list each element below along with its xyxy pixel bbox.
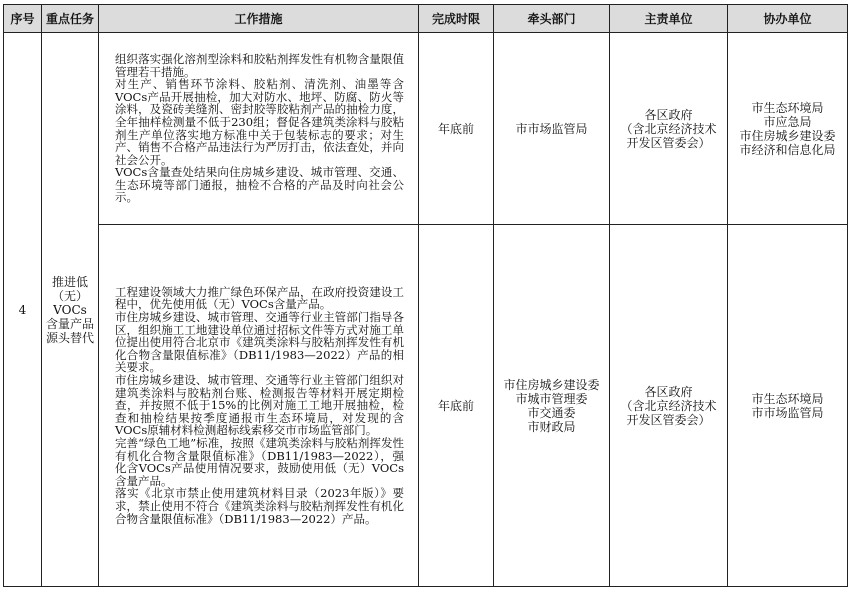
measures-cell <box>99 33 419 225</box>
assist-line: 市经济和信息化局 <box>739 142 836 157</box>
lead-line: 市城市管理委 <box>515 391 588 406</box>
task-line: 含量产品 <box>45 316 94 331</box>
main-line: 各区政府 <box>644 107 693 122</box>
lead-line: 市住房城乡建设委 <box>503 377 600 392</box>
lead-line: 市财政局 <box>527 419 576 434</box>
measure-text: 对生产、销售环节涂料、胶粘剂、清洗剂、油墨等含VOCs产品开展抽检，加大对防水、地坪、防腐、防火等涂料，及瓷砖美缝剂、密封胶等胶粘剂产品的抽检力度，全年抽样检测量不低于230组；督促各建筑类涂料与胶粘剂生产单位落实地方标准中关于包装标志的要求；对生产、销售不合格产品违法行为严厉打击，依法查处，并向社会公开。 <box>115 77 404 167</box>
header-assist: 协办单位 <box>728 5 848 33</box>
main-cell <box>610 33 728 225</box>
table-row <box>4 33 848 225</box>
assist-line: 市应急局 <box>763 114 812 129</box>
measure-text: 市住房城乡建设、城市管理、交通等行业主管部门组织对建筑类涂料与胶粘剂台账、检测报告等材料开展定期检查，并按照不低于15%的比例对施工工地开展抽检，检查和抽检结果按季度通报市生态环境局，对发现的含VOCs原辅材料检测超标线索移交市市场监管部门。 <box>115 373 404 438</box>
header-task: 重点任务 <box>42 5 99 33</box>
measure-text: 落实《北京市禁止使用建筑材料目录（2023年版）》要求，禁止使用不符合《建筑类涂料与胶粘剂挥发性有机化合物含量限值标准》（DB11/1983—2022）产品。 <box>115 486 404 526</box>
main-line: （含北京经济技术 <box>620 398 717 413</box>
measure-text: 完善“绿色工地”标准，按照《建筑类涂料与胶粘剂挥发性有机化合物含量限值标准》（DB11/1983—2022），强化含VOCs产品使用情况要求，鼓励使用低（无）VOCs含量产品。 <box>115 435 404 488</box>
header-row <box>4 5 848 33</box>
main-line: 开发区管委会） <box>626 135 711 150</box>
header-main: 主责单位 <box>610 5 728 33</box>
measures-cell <box>99 225 419 587</box>
header-deadline: 完成时限 <box>419 5 494 33</box>
main-cell <box>610 225 728 587</box>
seq-cell: 4 <box>4 33 42 587</box>
header-seq: 序号 <box>4 5 42 33</box>
assist-line: 市住房城乡建设委 <box>739 128 836 143</box>
lead-cell <box>494 33 610 225</box>
task-line: 推进低 <box>51 274 88 289</box>
assist-cell <box>728 225 848 587</box>
deadline-cell: 年底前 <box>419 33 494 225</box>
assist-line: 市生态环境局 <box>751 100 824 115</box>
lead-line: 市交通委 <box>527 405 576 420</box>
task-line: （无） <box>51 288 88 303</box>
lead-cell <box>494 225 610 587</box>
measure-text: VOCs含量查处结果向住房城乡建设、城市管理、交通、生态环境等部门通报，抽检不合格的产品及时向社会公示。 <box>115 165 404 205</box>
table-row <box>4 225 848 587</box>
task-line: 源头替代 <box>45 330 94 345</box>
assist-cell <box>728 33 848 225</box>
measure-text: 市住房城乡建设、城市管理、交通等行业主管部门指导各区，组织施工工地建设单位通过招标文件等方式对施工单位提出使用符合北京市《建筑类涂料与胶粘剂挥发性有机化合物含量限值标准》（DB11/1983—2022）产品的相关要求。 <box>115 310 404 375</box>
assist-line: 市生态环境局 <box>751 391 824 406</box>
lead-line: 市市场监管局 <box>515 121 588 136</box>
measures-table <box>3 4 848 587</box>
main-line: 开发区管委会） <box>626 412 711 427</box>
header-measures: 工作措施 <box>99 5 419 33</box>
task-cell <box>42 33 99 587</box>
main-line: （含北京经济技术 <box>620 121 717 136</box>
assist-line: 市市场监管局 <box>751 405 824 420</box>
main-line: 各区政府 <box>644 384 693 399</box>
measure-text: 工程建设领域大力推广绿色环保产品，在政府投资建设工程中，优先使用低（无）VOCs含量产品。 <box>115 284 404 312</box>
deadline-cell: 年底前 <box>419 225 494 587</box>
header-lead: 牵头部门 <box>494 5 610 33</box>
measure-text: 组织落实强化溶剂型涂料和胶粘剂挥发性有机物含量限值管理若干措施。 <box>115 51 404 79</box>
task-line: VOCs <box>53 302 87 317</box>
